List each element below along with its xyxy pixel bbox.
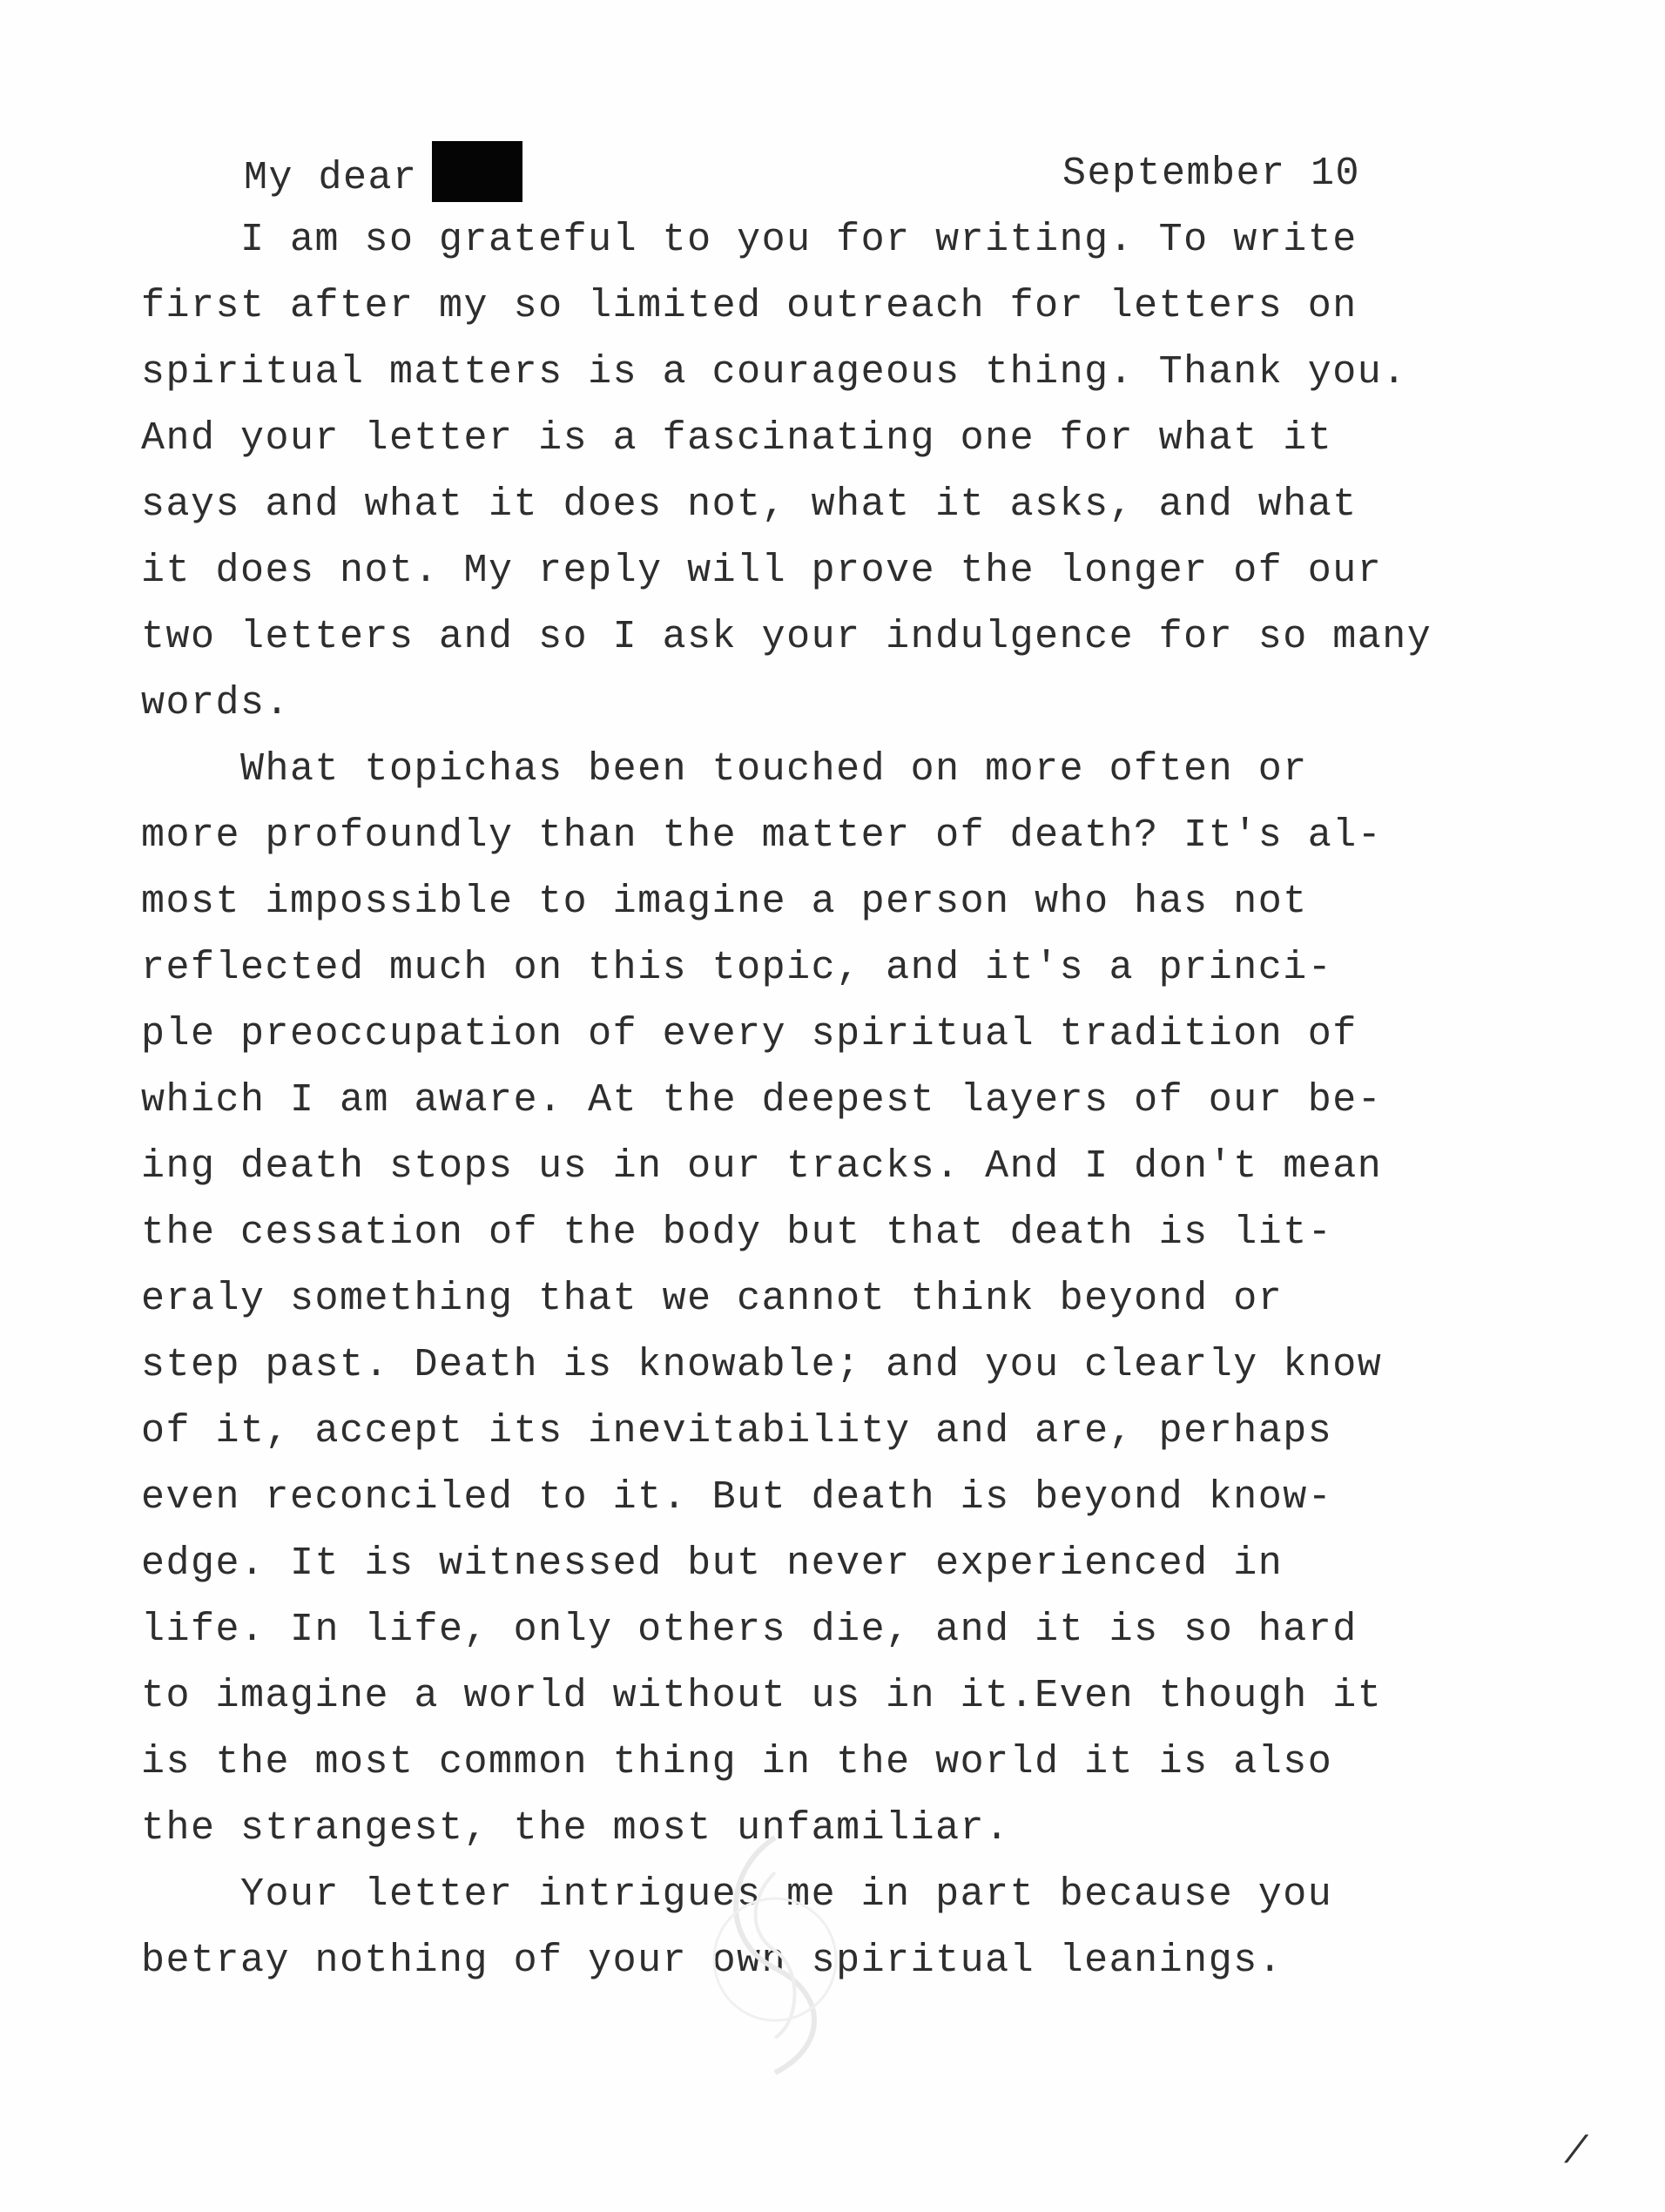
body-line: betray nothing of your own spiritual leanings. [141, 1939, 1284, 1983]
body-line: What topichas been touched on more often or [141, 747, 1308, 792]
body-line: most impossible to imagine a person who has not [141, 880, 1308, 924]
salutation: My dear [244, 156, 418, 200]
body-line: spiritual matters is a courageous thing. Thank you. [141, 350, 1407, 395]
body-line: first after my so limited outreach for letters on [141, 284, 1358, 328]
letter-date: September 10 [1062, 152, 1361, 196]
body-line: of it, accept its inevitability and are, perhaps [141, 1409, 1333, 1453]
body-line: reflected much on this topic, and it's a princi- [141, 946, 1333, 990]
salutation-row [244, 141, 522, 207]
body-line: Your letter intrigues me in part because you [141, 1872, 1333, 1917]
body-line: step past. Death is knowable; and you clearly know [141, 1343, 1383, 1387]
body-line: is the most common thing in the world it is also [141, 1740, 1333, 1784]
body-line: ing death stops us in our tracks. And I don't mean [141, 1144, 1383, 1189]
body-line: edge. It is witnessed but never experienced in [141, 1541, 1284, 1586]
body-line: more profoundly than the matter of death? It's al- [141, 813, 1383, 858]
body-line: eraly something that we cannot think beyond or [141, 1277, 1284, 1321]
body-line: the strangest, the most unfamiliar. [141, 1806, 1010, 1851]
redaction-block [432, 141, 522, 202]
paper-emboss-mark [688, 1820, 862, 2081]
body-line: it does not. My reply will prove the longer of our [141, 549, 1383, 593]
body-line: the cessation of the body but that death is lit- [141, 1211, 1333, 1255]
body-line: to imagine a world without us in it.Even though it [141, 1674, 1383, 1718]
body-line: I am so grateful to you for writing. To write [141, 218, 1358, 262]
body-line: which I am aware. At the deepest layers of our be- [141, 1078, 1383, 1123]
body-line: ple preoccupation of every spiritual tradition of [141, 1012, 1358, 1056]
page-mark: / [1559, 2131, 1592, 2175]
body-line: life. In life, only others die, and it is so hard [141, 1608, 1358, 1652]
body-line: And your letter is a fascinating one for what it [141, 416, 1333, 461]
body-line: two letters and so I ask your indulgence for so many [141, 615, 1432, 659]
body-line: words. [141, 681, 291, 725]
body-line: even reconciled to it. But death is beyond know- [141, 1475, 1333, 1520]
body-line: says and what it does not, what it asks, and what [141, 482, 1358, 527]
